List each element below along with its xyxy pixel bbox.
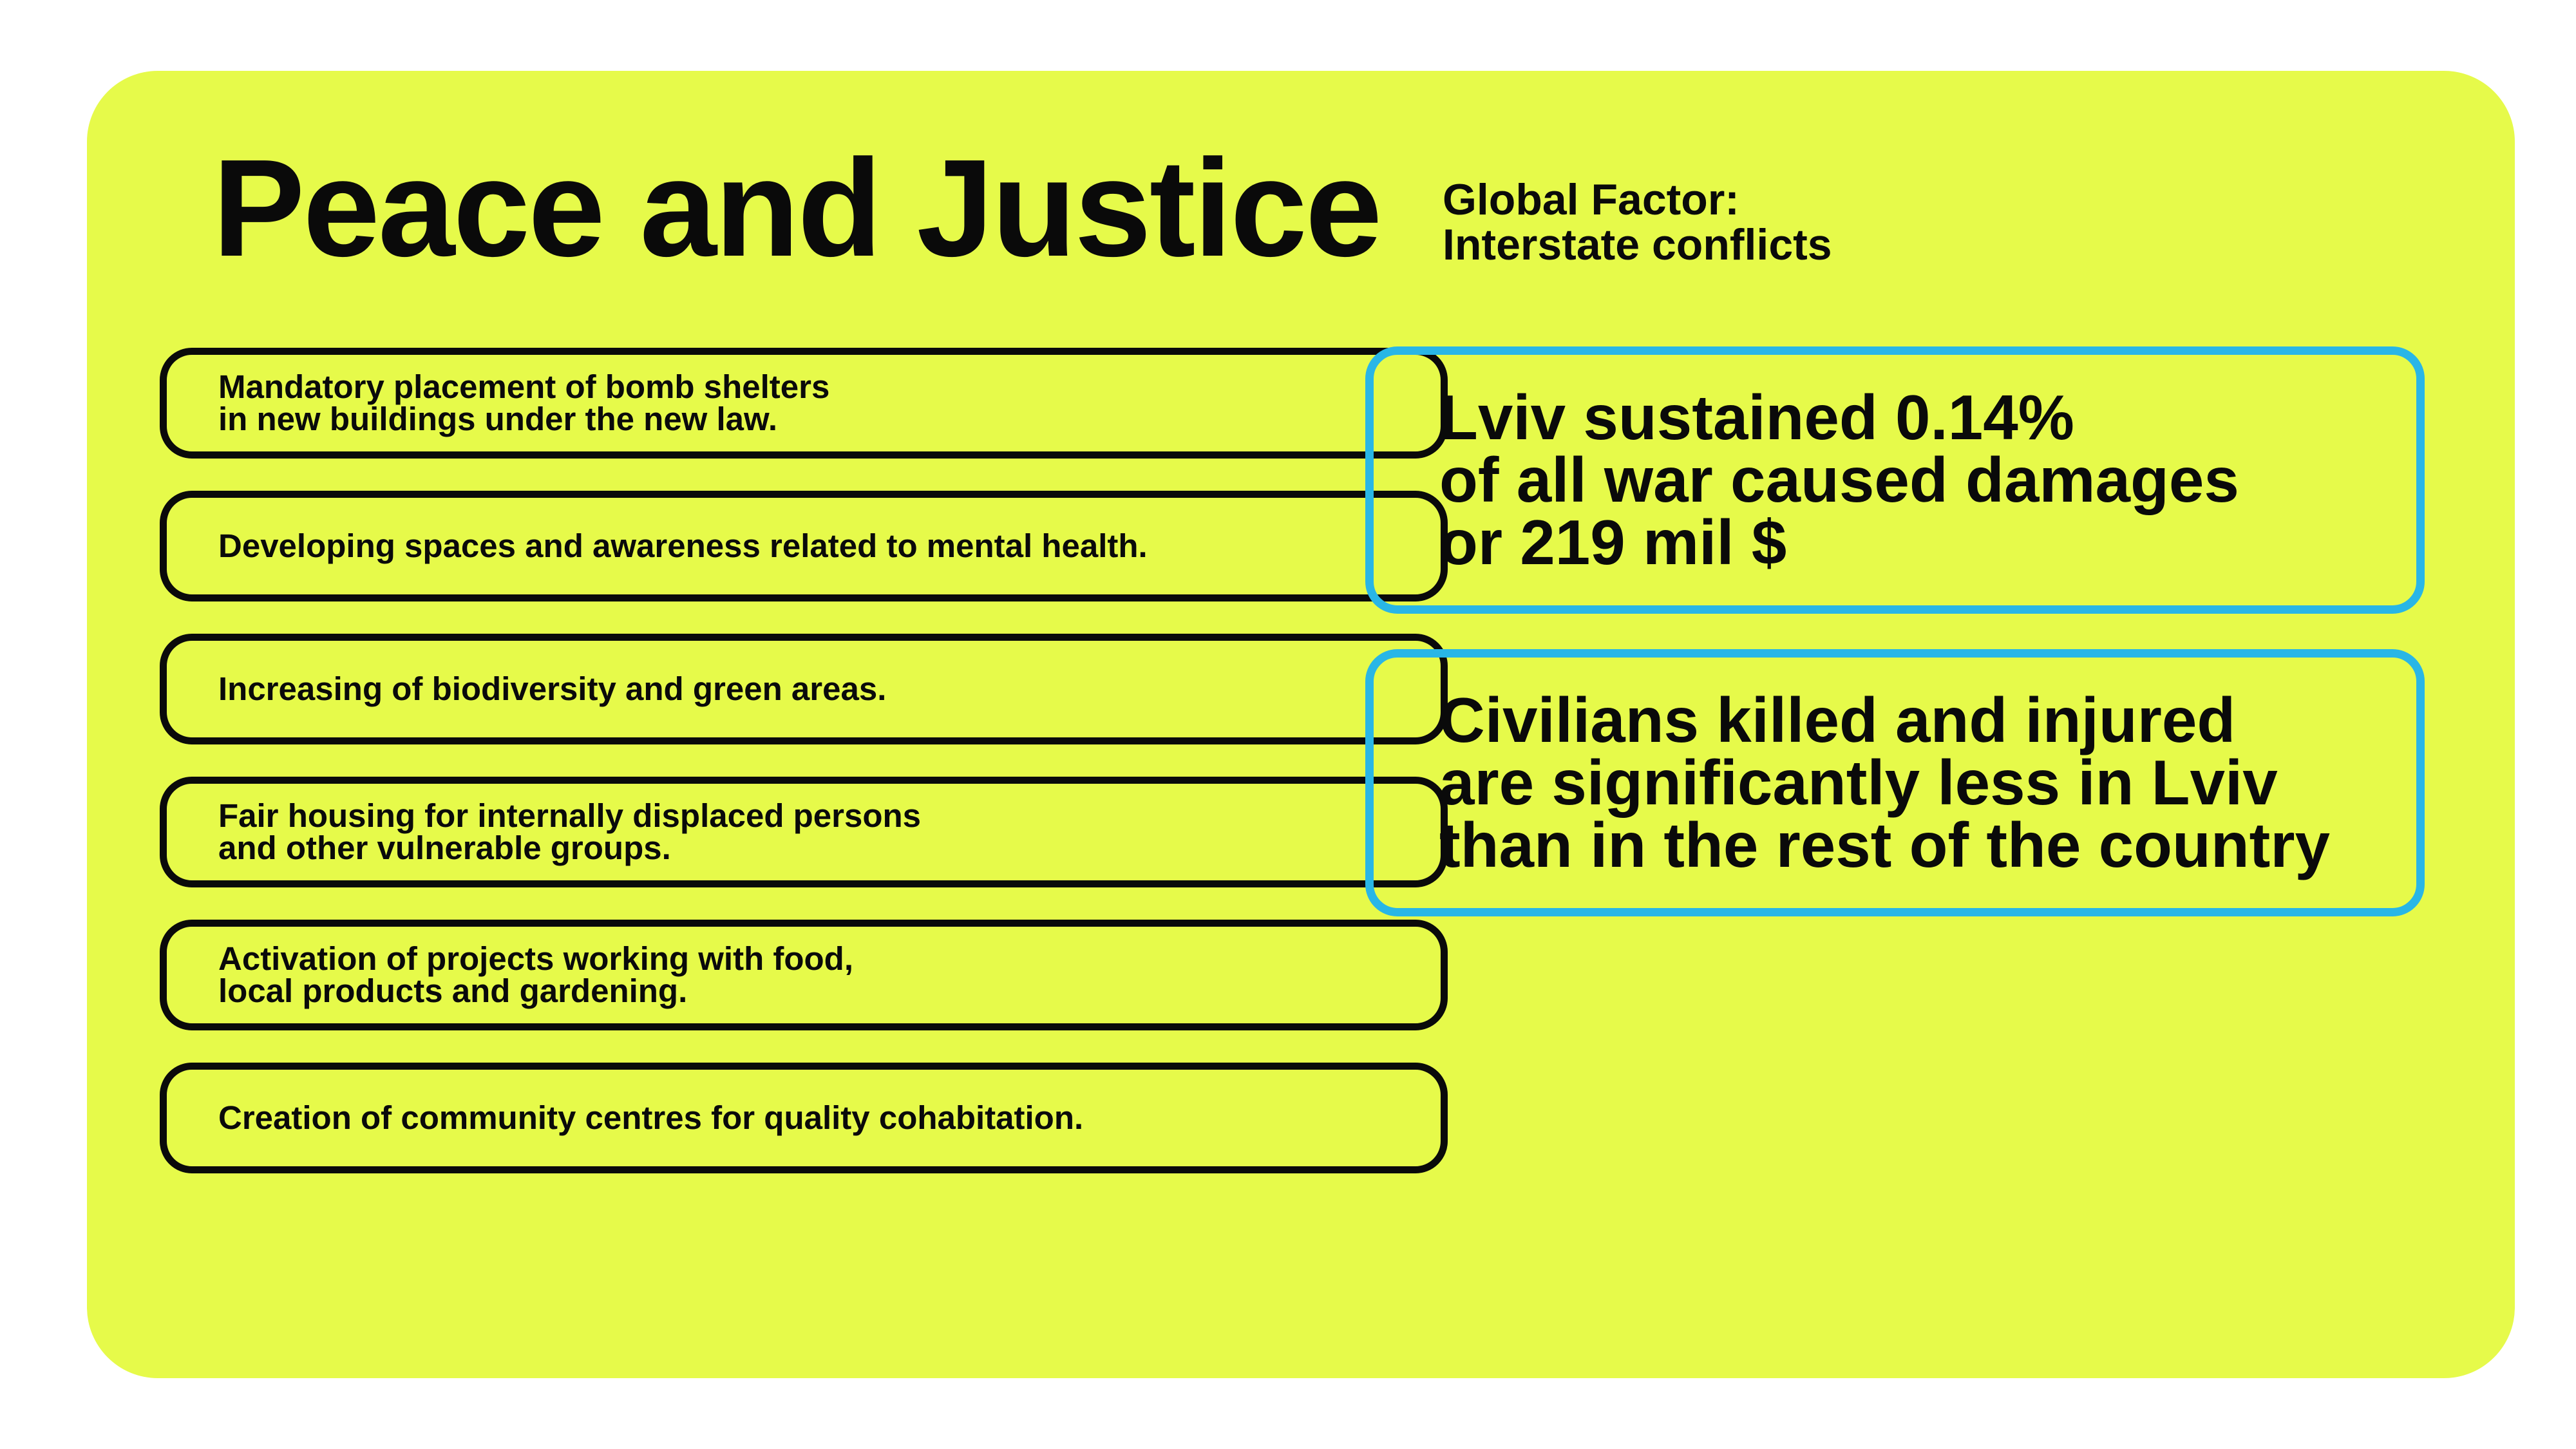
stat-text: of all war caused damages	[1439, 444, 2239, 515]
measure-box-food-projects	[160, 920, 1448, 1030]
stat-box-civilian-casualties	[1365, 649, 2425, 916]
measure-text: and other vulnerable groups.	[218, 829, 671, 866]
measure-text: Developing spaces and awareness related to mental health.	[218, 527, 1148, 564]
measure-text: local products and gardening.	[218, 972, 688, 1009]
measure-text: in new buildings under the new law.	[218, 401, 777, 437]
page-title: Peace and Justice	[213, 130, 1381, 285]
stat-text: are significantly less in Lviv	[1439, 747, 2278, 818]
measure-text: Activation of projects working with food,	[218, 940, 854, 977]
global-factor-label: Global Factor:	[1443, 175, 1739, 224]
measure-text: Fair housing for internally displaced persons	[218, 797, 922, 834]
measure-text: Mandatory placement of bomb shelters	[218, 368, 830, 405]
measure-box-bomb-shelters	[160, 348, 1448, 459]
stat-text: Civilians killed and injured	[1439, 685, 2236, 755]
measure-box-biodiversity	[160, 634, 1448, 744]
measure-text: Creation of community centres for quality cohabitation.	[218, 1099, 1084, 1136]
stat-box-war-damages	[1365, 346, 2425, 614]
global-factor-value: Interstate conflicts	[1443, 220, 1832, 269]
stat-text: Lviv sustained 0.14%	[1439, 382, 2074, 453]
stat-text: or 219 mil $	[1439, 507, 1787, 578]
global-factor	[1443, 177, 1832, 267]
measure-box-community-centres	[160, 1063, 1448, 1173]
measure-text: Increasing of biodiversity and green areas.	[218, 670, 887, 707]
measure-box-mental-health	[160, 491, 1448, 601]
measure-box-fair-housing	[160, 777, 1448, 887]
stat-text: than in the rest of the country	[1439, 810, 2330, 880]
